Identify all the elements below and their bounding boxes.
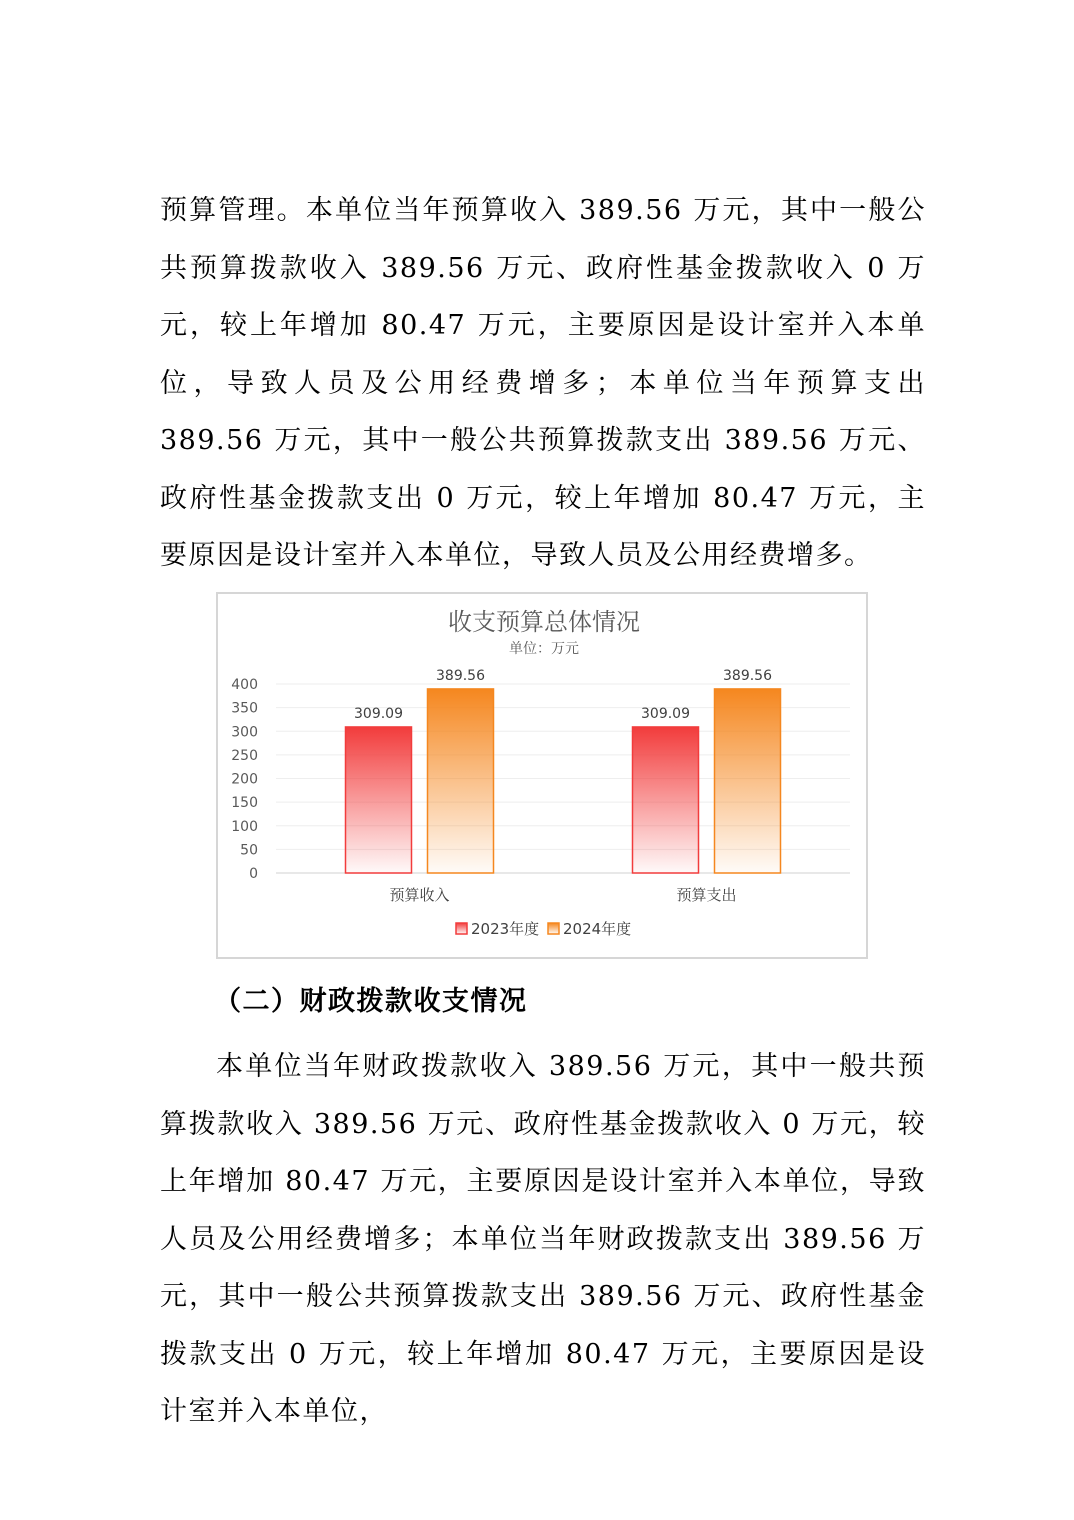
chart-subtitle: 单位：万元 bbox=[509, 641, 579, 657]
data-label: 309.09 bbox=[641, 705, 690, 722]
bar-0-1 bbox=[428, 689, 494, 873]
legend-swatch bbox=[548, 923, 559, 934]
x-category-label: 预算收入 bbox=[389, 886, 450, 904]
y-tick-label: 150 bbox=[231, 795, 258, 812]
y-tick-label: 250 bbox=[231, 747, 258, 764]
section-heading: （二）财政拨款收支情况 bbox=[214, 986, 528, 1017]
y-tick-label: 400 bbox=[231, 677, 258, 693]
bar-1-0 bbox=[633, 727, 699, 873]
data-label: 309.09 bbox=[354, 705, 403, 722]
budget-chart bbox=[216, 592, 868, 959]
y-tick-label: 100 bbox=[231, 818, 258, 835]
legend-label: 2023年度 bbox=[471, 920, 540, 938]
y-tick-label: 350 bbox=[231, 700, 258, 717]
data-labels bbox=[354, 668, 772, 722]
x-category-label: 预算支出 bbox=[676, 886, 737, 904]
chart-svg bbox=[218, 594, 866, 957]
y-axis-ticks bbox=[231, 677, 258, 882]
bar-0-0 bbox=[346, 727, 412, 873]
legend-label: 2024年度 bbox=[563, 920, 632, 938]
body-paragraph-1: 预算管理。本单位当年预算收入 389.56 万元，其中一般公共预算拨款收入 389.56 万元、政府性基金拨款收入 0 万元，较上年增加 80.47 万元，主要原因是设计室并入本单位，导致人员及公用经费增多；本单位当年预算支出 389.56 万元，其中一般公共预算拨款支出 389.56 万元、政府性基金拨款支出 0 万元，较上年增加 80.47 万元，主要原因是设计室并入本单位，导致人员及公用经费增多。 bbox=[160, 195, 926, 571]
y-tick-label: 0 bbox=[249, 866, 258, 882]
legend-swatch bbox=[456, 923, 467, 934]
y-tick-label: 300 bbox=[231, 724, 258, 741]
x-axis-categories bbox=[389, 886, 736, 904]
data-label: 389.56 bbox=[436, 667, 485, 684]
bars bbox=[346, 689, 781, 873]
chart-title: 收支预算总体情况 bbox=[448, 608, 640, 636]
chart-legend bbox=[456, 920, 631, 938]
body-paragraph-2: 本单位当年财政拨款收入 389.56 万元，其中一般共预算拨款收入 389.56 万元、政府性基金拨款收入 0 万元，较上年增加 80.47 万元，主要原因是设计室并入本单位，导致人员及公用经费增多；本单位当年财政拨款支出 389.56 万元，其中一般公共预算拨款支出 389.56 万元、政府性基金拨款支出 0 万元，较上年增加 80.47 万元，主要原因是设计室并入本单位， bbox=[160, 1051, 926, 1427]
y-tick-label: 200 bbox=[231, 771, 258, 788]
y-tick-label: 50 bbox=[240, 842, 258, 859]
bar-1-1 bbox=[715, 689, 781, 873]
data-label: 389.56 bbox=[723, 667, 772, 684]
